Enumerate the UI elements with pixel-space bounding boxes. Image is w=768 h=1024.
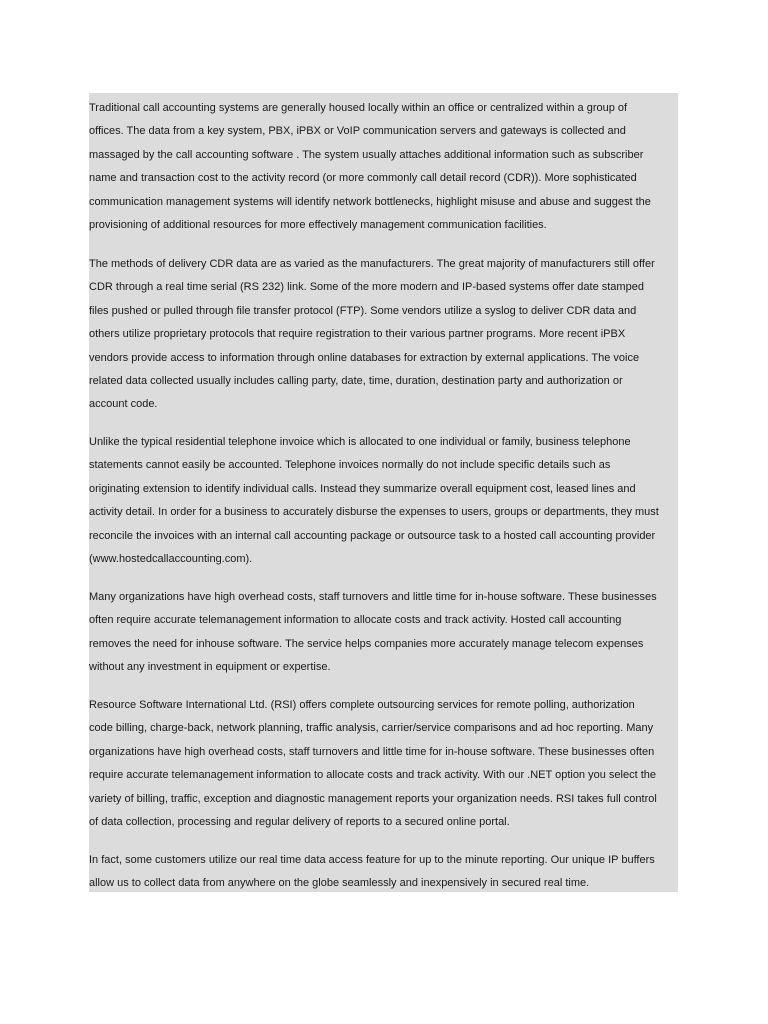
text-line: CDR through a real time serial (RS 232) link. Some of the more modern and IP-based systems offer date stamped: [89, 281, 644, 294]
text-line: vendors provide access to information through online databases for extraction by external applications. The voice: [89, 351, 640, 364]
text-line: of data collection, processing and regular delivery of reports to a secured online portal.: [89, 815, 510, 828]
text-line: provisioning of additional resources for more effectively management communication facilities.: [89, 218, 547, 231]
text-line: others utilize proprietary protocols that require registration to their various partner programs. More recent iPBX: [89, 328, 626, 341]
paragraph-real-time-data-access: [89, 849, 655, 896]
text-line: allow us to collect data from anywhere on the globe seamlessly and inexpensively in secured real time.: [89, 877, 590, 890]
text-line: Many organizations have high overhead costs, staff turnovers and little time for in-house software. These businesses: [89, 591, 657, 603]
text-line: name and transaction cost to the activity record (or more commonly call detail record (CDR)). More sophisticated: [89, 172, 637, 185]
text-line: communication management systems will identify network bottlenecks, highlight misuse and abuse and suggest the: [89, 195, 651, 208]
text-line: removes the need for inhouse software. The service helps companies more accurately manage telecom expenses: [89, 637, 644, 650]
paragraph-call-accounting-systems: [89, 97, 651, 237]
text-line: without any investment in equipment or expertise.: [89, 661, 331, 674]
text-line: account code.: [89, 398, 158, 411]
text-block: [89, 93, 678, 892]
paragraph-rsi-services: [89, 694, 657, 834]
text-line: often require accurate telemanagement information to allocate costs and track activity. Hosted call accounting: [89, 614, 622, 627]
paragraph-business-telephone-invoices: [89, 431, 659, 571]
text-line: statements cannot easily be accounted. Telephone invoices normally do not include specific details such as: [89, 459, 611, 472]
text-line: code billing, charge-back, network planning, traffic analysis, carrier/service comparisons and ad hoc reporting. Many: [89, 722, 654, 735]
paragraph-cdr-delivery-methods: [89, 253, 655, 417]
text-line: (www.hostedcallaccounting.com).: [89, 552, 253, 565]
text-line: Traditional call accounting systems are generally housed locally within an office or centralized within a group of: [89, 102, 628, 114]
text-line: massaged by the call accounting software . The system usually attaches additional information such as subscriber: [89, 148, 644, 161]
text-line: offices. The data from a key system, PBX, iPBX or VoIP communication servers and gateways is collected and: [89, 125, 626, 138]
text-line: Resource Software International Ltd. (RSI) offers complete outsourcing services for remote polling, authorization: [89, 699, 635, 711]
text-line: Unlike the typical residential telephone invoice which is allocated to one individual or family, business telephone: [89, 436, 631, 448]
text-line: reconcile the invoices with an internal call accounting package or outsource task to a hosted call accounting provider: [89, 529, 656, 542]
text-line: The methods of delivery CDR data are as varied as the manufacturers. The great majority of manufacturers still offer: [89, 258, 655, 270]
text-line: organizations have high overhead costs, staff turnovers and little time for in-house software. These businesses often: [89, 745, 655, 758]
paragraph-hosted-call-accounting: [89, 586, 657, 680]
text-line: variety of billing, traffic, exception and diagnostic management reports your organization needs. RSI takes full control: [89, 792, 657, 805]
text-line: related data collected usually includes calling party, date, time, duration, destination party and authorization or: [89, 374, 623, 387]
text-line: activity detail. In order for a business to accurately disburse the expenses to users, groups or departments, they must: [89, 506, 659, 519]
text-line: originating extension to identify individual calls. Instead they summarize overall equipment cost, leased lines and: [89, 482, 636, 495]
text-line: require accurate telemanagement information to allocate costs and track activity. With our .NET option you select the: [89, 769, 656, 782]
text-line: files pushed or pulled through file transfer protocol (FTP). Some vendors utilize a syslog to deliver CDR data and: [89, 304, 637, 317]
text-line: In fact, some customers utilize our real time data access feature for up to the minute reporting. Our unique IP buffers: [89, 854, 655, 866]
